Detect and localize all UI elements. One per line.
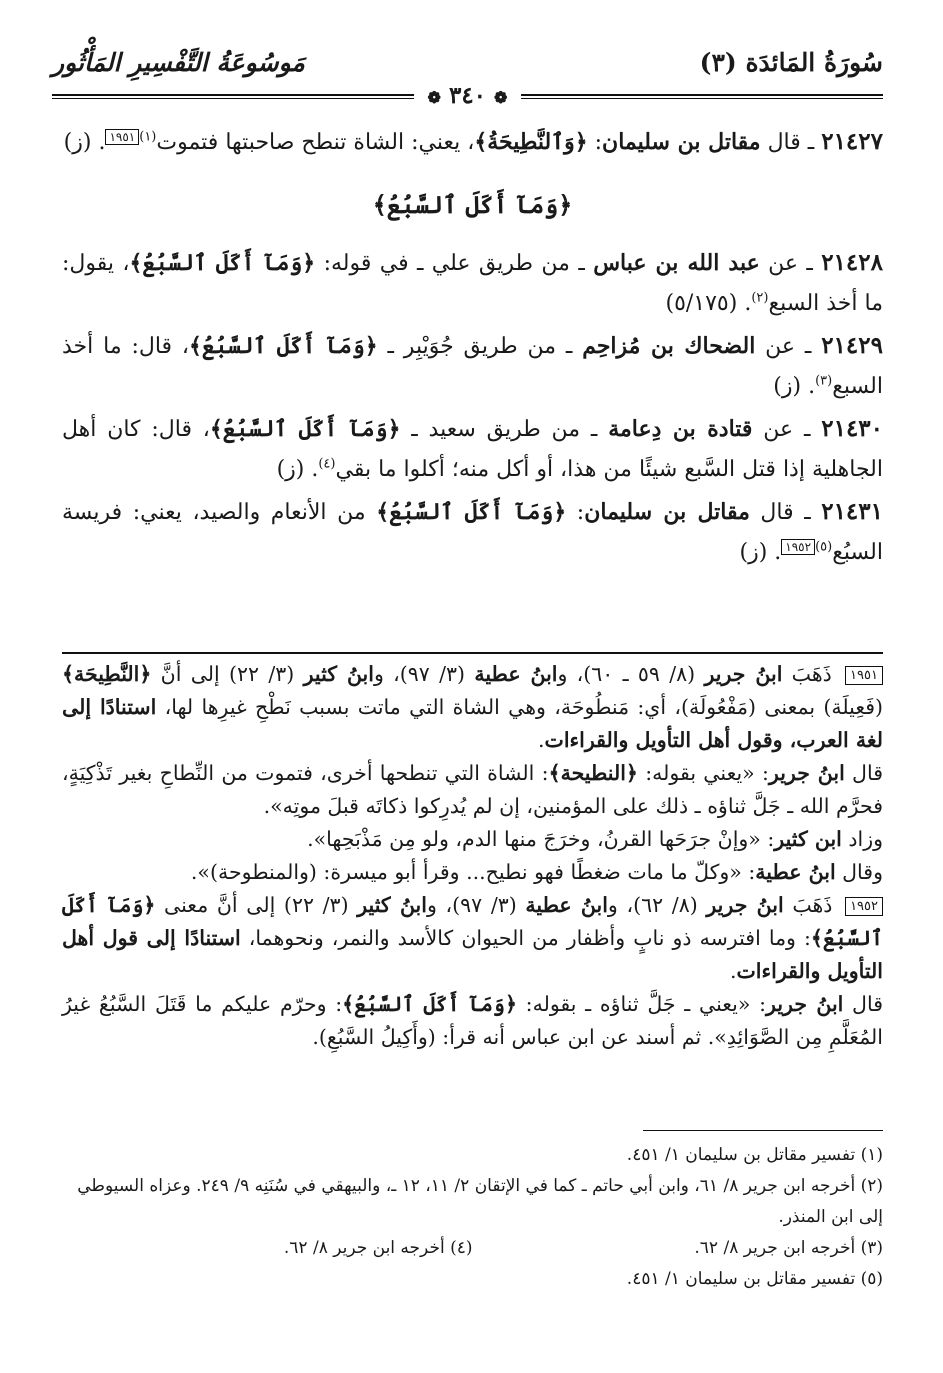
text: : «وكلّ ما مات ضغطًا فهو نطيح... وقرأ أبو ميسرة: (والمنطوحة)». [190, 860, 756, 884]
text: : [566, 500, 585, 525]
note-ref-box: ١٩٥١ [105, 129, 139, 145]
text: : وما افترسه ذو نابٍ وأظفار من الحيوان كالأسد والنمر، ونحوهما، [240, 926, 811, 950]
text: (٨/ ٥٩ ـ ٦٠)، و [557, 662, 705, 686]
section-heading: ﴿وَمَآ أَكَلَ ٱلسَّبُعُ﴾ [372, 190, 573, 219]
footnote-marker: (٣) [815, 373, 833, 389]
quran-verse: ﴿وَمَآ أَكَلَ ٱلسَّبُعُ﴾ [189, 333, 378, 359]
text: قال [843, 992, 884, 1016]
text: : الشاة التي تنطحها أخرى، فتموت من النِّطاحِ بغير تَذْكِيَةٍ، فحرَّم الله ـ جَلَّ ثناؤه ـ ذلك على المؤمنين، إن لم يُدرِكوا ذكاتَه قبلَ موتِه». [62, 761, 883, 818]
text: (فَعِيلَة) بمعنى (مَفْعُولَة)، أي: مَنطُوحَة، وهي الشاة التي ماتت بسبب نَطْحِ غيرِها لها، [156, 695, 883, 719]
text: : [587, 130, 603, 155]
text: من الأنعام والصيد، يعني: فريسة السبُع [62, 500, 883, 565]
quran-verse: ﴿وَمَآ أَكَلَ ٱلسَّبُعُ﴾ [376, 499, 567, 525]
scholar-name: ابنُ كثير [357, 893, 427, 917]
scholar-name: ابنُ جرير [766, 992, 844, 1016]
text: (٣/ ٢٢) إلى أنَّ [151, 662, 304, 686]
text: ، قال: ما أخذ السبع [62, 334, 883, 399]
footnote-marker: (٥) [815, 539, 833, 555]
page-number: ٣٤٠ [448, 82, 487, 109]
note-paragraph [62, 856, 883, 889]
footnotes-separator [643, 1130, 883, 1131]
note-ref-box: ١٩٥١ [845, 666, 883, 685]
text: قال [760, 130, 801, 155]
main-text [62, 122, 883, 575]
text: (٨/ ٦٢)، و [607, 893, 707, 917]
conclusion: استنادًا إلى لغة العرب، وقول أهل التأويل والقراءات [62, 695, 883, 752]
text: . [729, 959, 737, 983]
text: وزاد [841, 827, 883, 851]
scholar-name: ابنُ جرير [704, 662, 783, 686]
text: . (ز) [739, 540, 782, 565]
text: وقال [835, 860, 883, 884]
quran-verse: ﴿وَٱلنَّطِيحَةُ﴾ [474, 129, 588, 155]
quran-verse: ﴿النَّطِيحَة﴾ [62, 662, 152, 686]
narrator: قتادة بن دِعامة [608, 416, 753, 442]
entry-21429 [62, 326, 883, 407]
footnote-2: (٢) أخرجه ابن جرير ٨/ ٦١، وابن أبي حاتم ـ كما في الإتقان ٢/ ١١، ١٢ ـ، والبيهقي في سُنَنِه ٩/ ٢٤٩. وعزاه السيوطي إلى ابن المنذر. [77, 1176, 883, 1227]
narrator: عبد الله بن عباس [593, 250, 760, 276]
text: ـ قال [749, 500, 822, 525]
scholar-name: ابنُ جرير [768, 761, 845, 785]
text: : «يعني بقوله: [637, 761, 769, 785]
ornament-icon: ❁ [494, 88, 508, 107]
quran-verse: ﴿النطيحة﴾ [548, 761, 638, 785]
quran-verse: ﴿وَمَآ أَكَلَ ٱلسَّبُعُ﴾ [129, 250, 316, 276]
text: ، قال: كان أهل الجاهلية إذا قتل السَّبع شيئًا من هذا، أو أكل منه؛ أكلوا ما بقي [62, 417, 883, 482]
text: . (ز) [63, 130, 106, 155]
text: ـ عن [752, 417, 822, 442]
entry-number: ٢١٤٢٧ [821, 128, 883, 155]
entry-21427 [62, 122, 883, 163]
text: (٣/ ٩٧)، و [426, 893, 526, 917]
note-paragraph [62, 757, 883, 823]
footnote-4: (٤) أخرجه ابن جرير ٨/ ٦٢. [283, 1238, 473, 1258]
narrator: مقاتل بن سليمان [584, 499, 750, 525]
note-paragraph [62, 823, 883, 856]
surah-title: سُورَةُ المَائدَة (٣) [699, 48, 883, 77]
text: : «وإنْ جرَحَها القرنُ، وخرَجَ منها الدم، ولو مِن مَذْبَحِها». [307, 827, 775, 851]
dash: ـ [800, 130, 822, 155]
entry-number: ٢١٤٣٠ [821, 415, 884, 442]
footnote-marker: (٢) [751, 290, 769, 306]
commentary-notes [62, 658, 883, 1054]
text: ـ عن [755, 334, 822, 359]
quran-verse: ﴿وَمَآ أَكَلَ ٱلسَّبُعُ﴾ [342, 992, 517, 1016]
note-ref-box: ١٩٥٢ [845, 897, 883, 916]
page-header [52, 48, 883, 118]
page-number-box [414, 82, 522, 109]
scholar-name: ابنُ عطية [755, 860, 836, 884]
scholar-name: ابنُ كثير [303, 662, 374, 686]
text: ـ من طريق جُوَيْبِر ـ [377, 334, 583, 359]
note-paragraph [62, 988, 883, 1054]
scholar-name: ابنُ عطية [474, 662, 558, 686]
note-1952 [62, 889, 883, 988]
text: . (ز) [773, 374, 816, 399]
footnote-1: (١) تفسير مقاتل بن سليمان ١/ ٤٥١. [626, 1145, 883, 1165]
narrator: مقاتل بن سليمان [602, 129, 761, 155]
footnote-row [62, 1233, 883, 1264]
quran-verse: ﴿وَمَآ أَكَلَ ٱلسَّبُعُ﴾ [209, 416, 401, 442]
note-ref-box: ١٩٥٢ [781, 539, 815, 555]
ornament-icon: ❁ [427, 88, 441, 107]
quran-verse: ﴿وَمَآ أَكَلَ ٱلسَّبُعُ﴾ [62, 893, 883, 950]
entry-21428 [62, 243, 883, 324]
notes-separator [62, 652, 883, 654]
text: (٣/ ٢٢) إلى أنَّ معنى [155, 893, 358, 917]
text: ـ من طريق علي ـ في قوله: [315, 251, 594, 276]
narrator: الضحاك بن مُزاحِم [582, 333, 756, 359]
footnote-5: (٥) تفسير مقاتل بن سليمان ١/ ٤٥١. [626, 1269, 883, 1289]
book-title: مَوسُوعَةُ التَّفْسِيرِ المَأْثُور [52, 48, 305, 77]
footnote-marker: (١) [139, 129, 157, 145]
text: : «يعني ـ جَلَّ ثناؤه ـ بقوله: [516, 992, 767, 1016]
text: ، يعني: الشاة تنطح صاحبتها فتموت [156, 130, 475, 155]
scholar-name: ابن كثير [774, 827, 842, 851]
text: : وحرّم عليكم ما قَتَلَ السَّبُعُ غيرُ المُعَلَّمِ مِن الصَّوَائِدِ». ثم أسند عن ابن عباس أنه قرأ: (وأَكِيلُ السَّبُعِ). [62, 992, 883, 1049]
footnote-3: (٣) أخرجه ابن جرير ٨/ ٦٢. [694, 1238, 883, 1258]
text: . [538, 728, 545, 752]
text: قال [844, 761, 884, 785]
note-1951 [62, 658, 883, 757]
entry-number: ٢١٤٢٨ [821, 249, 883, 276]
footnotes [62, 1140, 883, 1295]
footnote-marker: (٤) [318, 456, 336, 472]
text: ـ من طريق سعيد ـ [400, 417, 609, 442]
scholar-name: ابنُ عطية [525, 893, 608, 917]
entry-number: ٢١٤٣١ [821, 498, 883, 525]
entry-21431 [62, 492, 883, 573]
text: ـ عن [759, 251, 822, 276]
text: ذَهَبَ [783, 893, 842, 917]
scholar-name: ابنُ جرير [706, 893, 784, 917]
entry-number: ٢١٤٢٩ [821, 332, 883, 359]
conclusion: استنادًا إلى قول أهل التأويل والقراءات [62, 926, 883, 983]
text: . (٥/١٧٥) [665, 291, 752, 316]
entry-21430 [62, 409, 883, 490]
text: (٣/ ٩٧)، و [373, 662, 475, 686]
text: ، يقول: ما أخذ السبع [62, 251, 883, 316]
text: ذَهَبَ [782, 662, 842, 686]
text: . (ز) [276, 457, 319, 482]
